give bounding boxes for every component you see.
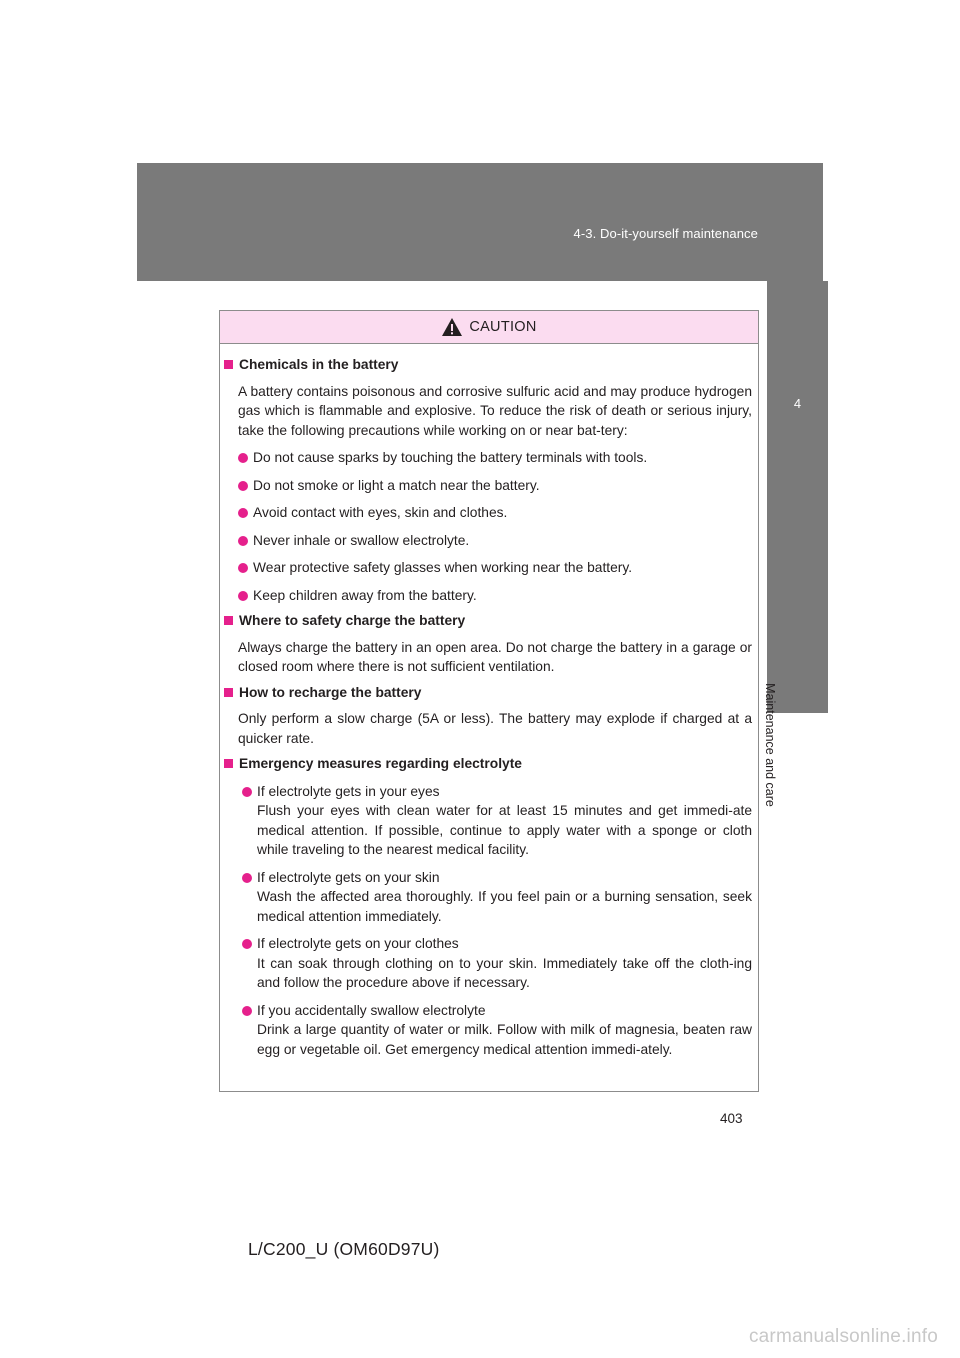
section-paragraph: Always charge the battery in an open area. Do not charge the battery in a garage or closed room where there is not sufficient ventilation.: [238, 639, 752, 674]
item-text: It can soak through clothing on to your skin. Immediately take off the cloth-ing and follow the procedure above if necessary.: [257, 955, 752, 990]
list-item: Wear protective safety glasses when working near the battery.: [238, 558, 752, 578]
square-bullet-icon: [224, 759, 233, 768]
section-paragraph: Only perform a slow charge (5A or less). The battery may explode if charged at a quicker rate.: [238, 711, 752, 746]
square-bullet-icon: [224, 688, 233, 697]
list-item: Keep children away from the battery.: [238, 586, 752, 606]
caution-header: [220, 311, 758, 344]
round-bullet-icon: [238, 508, 248, 518]
chapter-label-text: Maintenance and care: [763, 683, 778, 807]
section-heading: Emergency measures regarding electrolyte: [224, 754, 752, 774]
item-text: Drink a large quantity of water or milk. Follow with milk of magnesia, beaten raw egg or vegetable oil. Get emergency medical attention immedi-ately.: [257, 1022, 752, 1057]
header-band: [137, 163, 823, 281]
item-title: If electrolyte gets in your eyes: [257, 783, 440, 799]
section-paragraph: A battery contains poisonous and corrosive sulfuric acid and may produce hydrogen gas which is flammable and explosive. To reduce the risk of death or serious injury, take the following precautions while working on or near bat-tery:: [238, 383, 752, 438]
item-text: Wash the affected area thoroughly. If you feel pain or a burning sensation, seek medical attention immediately.: [257, 889, 752, 924]
item-title: If electrolyte gets on your skin: [257, 869, 440, 885]
round-bullet-icon: [238, 481, 248, 491]
warning-triangle-icon: [441, 317, 463, 337]
round-bullet-icon: [238, 453, 248, 463]
chapter-label: [756, 610, 784, 880]
list-item: Never inhale or swallow electrolyte.: [238, 531, 752, 551]
section-title: 4-3. Do-it-yourself maintenance: [573, 226, 758, 241]
section-heading: Where to safety charge the battery: [224, 611, 752, 631]
item-title: If you accidentally swallow electrolyte: [257, 1002, 486, 1018]
section-heading: Chemicals in the battery: [224, 355, 752, 375]
round-bullet-icon: [238, 563, 248, 573]
caution-box: [219, 310, 759, 1092]
list-item: [242, 782, 752, 860]
square-bullet-icon: [224, 360, 233, 369]
item-text: Flush your eyes with clean water for at least 15 minutes and get immedi-ate medical attention. If possible, continue to apply water with a sponge or cloth while traveling to the nearest medical facility.: [257, 803, 752, 857]
list-item: Do not smoke or light a match near the battery.: [238, 476, 752, 496]
footer-code: L/C200_U (OM60D97U): [248, 1239, 440, 1259]
caution-title: CAUTION: [469, 319, 537, 335]
round-bullet-icon: [242, 787, 252, 797]
list-item: [242, 1001, 752, 1060]
page-number: 403: [720, 1111, 743, 1126]
round-bullet-icon: [242, 873, 252, 883]
list-item: [242, 934, 752, 993]
list-item: Do not cause sparks by touching the battery terminals with tools.: [238, 448, 752, 468]
round-bullet-icon: [238, 591, 248, 601]
watermark-link[interactable]: carmanualsonline.info: [748, 1326, 938, 1347]
list-item: Avoid contact with eyes, skin and clothes.: [238, 503, 752, 523]
round-bullet-icon: [238, 536, 248, 546]
round-bullet-icon: [242, 939, 252, 949]
list-item: [242, 868, 752, 927]
caution-body: [220, 344, 758, 1059]
chapter-number: 4: [793, 396, 802, 411]
item-title: If electrolyte gets on your clothes: [257, 936, 459, 951]
section-heading: How to recharge the battery: [224, 683, 752, 703]
square-bullet-icon: [224, 616, 233, 625]
round-bullet-icon: [242, 1006, 252, 1016]
